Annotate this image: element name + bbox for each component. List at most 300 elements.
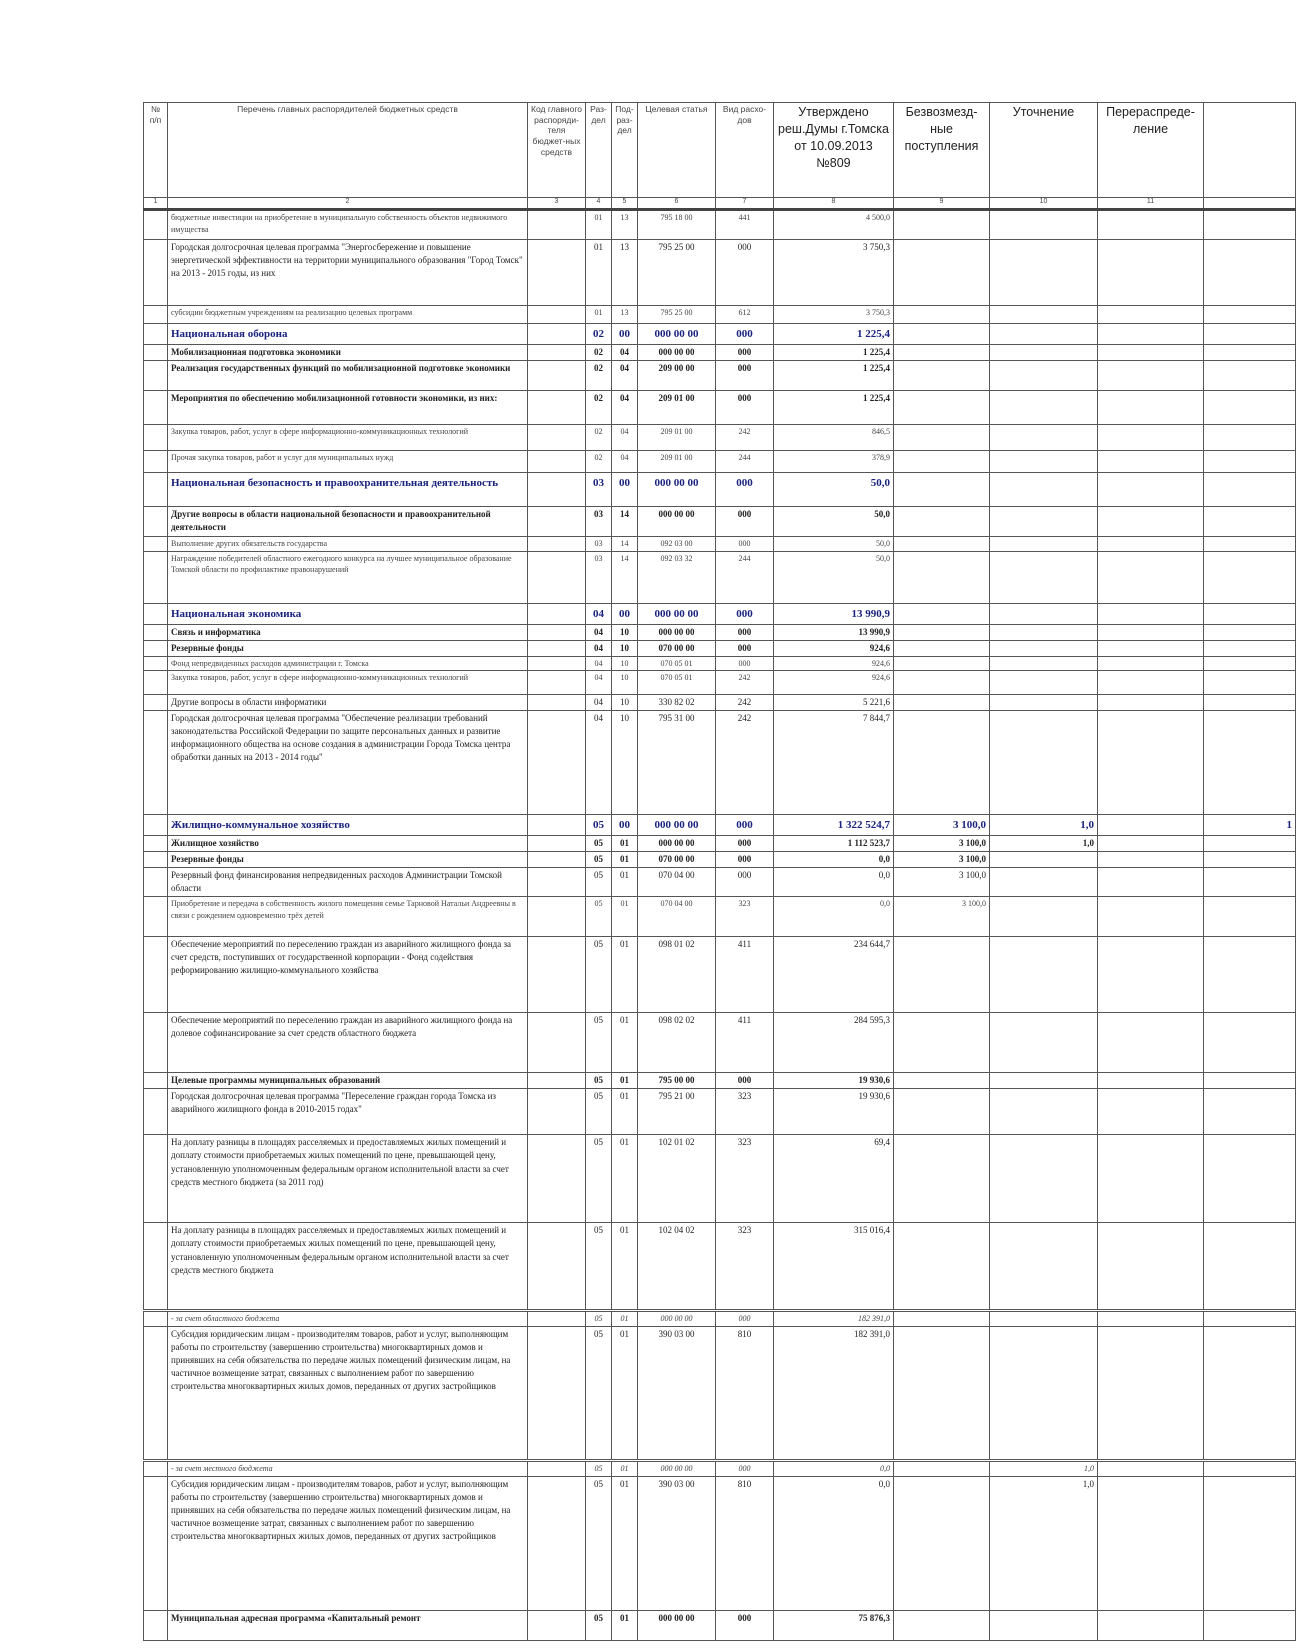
cell-vid: 000 xyxy=(716,1461,774,1477)
colnum-9: 9 xyxy=(894,198,990,210)
cell-name: Фонд непредвиденных расходов администрации г. Томска xyxy=(168,656,528,671)
cell-podrazdel: 04 xyxy=(612,344,638,360)
cell-num xyxy=(144,1610,168,1640)
cell-podrazdel: 00 xyxy=(612,603,638,624)
colnum-6: 6 xyxy=(638,198,716,210)
cell-podrazdel: 01 xyxy=(612,937,638,1013)
cell-extra xyxy=(1204,506,1296,536)
cell-approved: 3 750,3 xyxy=(774,240,894,306)
cell-extra xyxy=(1204,240,1296,306)
cell-vid: 000 xyxy=(716,324,774,345)
cell-grants xyxy=(894,360,990,390)
cell-num xyxy=(144,1135,168,1223)
cell-redistribution xyxy=(1098,344,1204,360)
cell-num xyxy=(144,390,168,424)
table-row xyxy=(144,937,1296,1013)
cell-clarification xyxy=(990,390,1098,424)
cell-vid: 000 xyxy=(716,624,774,640)
cell-extra xyxy=(1204,1135,1296,1223)
cell-extra xyxy=(1204,324,1296,345)
cell-grants xyxy=(894,1013,990,1073)
colnum-10: 10 xyxy=(990,198,1098,210)
cell-statya: 070 05 01 xyxy=(638,656,716,671)
cell-redistribution xyxy=(1098,1461,1204,1477)
colnum-1: 1 xyxy=(144,198,168,210)
cell-grants xyxy=(894,506,990,536)
cell-clarification xyxy=(990,210,1098,240)
cell-name: Выполнение других обязательств государства xyxy=(168,536,528,551)
cell-razdel: 05 xyxy=(586,1311,612,1327)
cell-razdel: 05 xyxy=(586,1013,612,1073)
cell-grants xyxy=(894,603,990,624)
cell-statya: 390 03 00 xyxy=(638,1476,716,1610)
cell-statya: 000 00 00 xyxy=(638,603,716,624)
cell-grants xyxy=(894,640,990,656)
cell-code xyxy=(528,1311,586,1327)
budget-rows xyxy=(144,210,1296,1641)
cell-approved: 1 322 524,7 xyxy=(774,815,894,836)
cell-grants xyxy=(894,937,990,1013)
cell-grants xyxy=(894,324,990,345)
cell-razdel: 03 xyxy=(586,551,612,603)
cell-extra xyxy=(1204,836,1296,852)
cell-approved: 1 112 523,7 xyxy=(774,836,894,852)
cell-approved: 19 930,6 xyxy=(774,1073,894,1089)
cell-clarification xyxy=(990,937,1098,1013)
cell-razdel: 04 xyxy=(586,603,612,624)
cell-num xyxy=(144,306,168,324)
cell-vid: 000 xyxy=(716,852,774,868)
cell-num xyxy=(144,711,168,815)
cell-code xyxy=(528,1013,586,1073)
cell-grants: 3 100,0 xyxy=(894,836,990,852)
cell-clarification xyxy=(990,897,1098,937)
cell-grants xyxy=(894,1223,990,1311)
cell-razdel: 05 xyxy=(586,897,612,937)
header-name: Перечень главных распорядителей бюджетных средств xyxy=(168,103,528,198)
cell-podrazdel: 13 xyxy=(612,240,638,306)
cell-redistribution xyxy=(1098,324,1204,345)
cell-podrazdel: 04 xyxy=(612,360,638,390)
cell-name: На доплату разницы в площадях расселяемых и предоставляемых жилых помещений и доплату стоимости приобретаемых жилых помещений по цене, превышающей цену, установленную уполномоченным федеральным органом исполнительной власти за счет средств местного бюджета (за 2011 год) xyxy=(168,1135,528,1223)
cell-approved: 1 225,4 xyxy=(774,390,894,424)
cell-num xyxy=(144,506,168,536)
cell-code xyxy=(528,240,586,306)
cell-podrazdel: 01 xyxy=(612,1476,638,1610)
cell-name: Городская долгосрочная целевая программа "Энергосбережение и повышение энергетической эффективности на территории муниципального образования "Город Томск" на 2013 - 2015 годы, из них xyxy=(168,240,528,306)
cell-razdel: 05 xyxy=(586,1089,612,1135)
cell-statya: 000 00 00 xyxy=(638,1461,716,1477)
cell-statya: 209 00 00 xyxy=(638,360,716,390)
cell-name: Другие вопросы в области информатики xyxy=(168,695,528,711)
cell-clarification xyxy=(990,306,1098,324)
cell-approved: 182 391,0 xyxy=(774,1311,894,1327)
cell-vid: 323 xyxy=(716,1089,774,1135)
table-row xyxy=(144,1013,1296,1073)
cell-code xyxy=(528,1476,586,1610)
cell-approved: 378,9 xyxy=(774,450,894,472)
cell-clarification xyxy=(990,1223,1098,1311)
cell-redistribution xyxy=(1098,1089,1204,1135)
cell-razdel: 05 xyxy=(586,1476,612,1610)
cell-redistribution xyxy=(1098,868,1204,897)
cell-razdel: 05 xyxy=(586,868,612,897)
cell-redistribution xyxy=(1098,1073,1204,1089)
cell-grants xyxy=(894,472,990,506)
cell-name: Резервный фонд финансирования непредвиденных расходов Администрации Томской области xyxy=(168,868,528,897)
cell-name: Приобретение и передача в собственность жилого помещения семье Тарновой Натальи Андреевны в связи с рождением одновременно трёх детей xyxy=(168,897,528,937)
cell-razdel: 03 xyxy=(586,472,612,506)
cell-num xyxy=(144,240,168,306)
table-row xyxy=(144,640,1296,656)
budget-sheet xyxy=(143,102,1292,1641)
cell-statya: 330 82 02 xyxy=(638,695,716,711)
cell-razdel: 05 xyxy=(586,815,612,836)
cell-name: Обеспечение мероприятий по переселению граждан из аварийного жилищного фонда за счет средств, поступивших от государственной корпорации - Фонд содействия реформированию жилищно-коммунального хозяйства xyxy=(168,937,528,1013)
cell-redistribution xyxy=(1098,897,1204,937)
cell-num xyxy=(144,624,168,640)
cell-redistribution xyxy=(1098,360,1204,390)
cell-redistribution xyxy=(1098,536,1204,551)
cell-podrazdel: 10 xyxy=(612,671,638,695)
cell-approved: 846,5 xyxy=(774,424,894,450)
cell-num xyxy=(144,424,168,450)
cell-extra xyxy=(1204,424,1296,450)
cell-clarification xyxy=(990,450,1098,472)
colnum-12 xyxy=(1204,198,1296,210)
cell-podrazdel: 01 xyxy=(612,1311,638,1327)
table-row xyxy=(144,344,1296,360)
cell-clarification xyxy=(990,506,1098,536)
cell-clarification xyxy=(990,656,1098,671)
cell-code xyxy=(528,472,586,506)
cell-approved: 0,0 xyxy=(774,852,894,868)
cell-clarification: 1,0 xyxy=(990,1476,1098,1610)
cell-code xyxy=(528,210,586,240)
cell-code xyxy=(528,1223,586,1311)
cell-code xyxy=(528,390,586,424)
cell-approved: 50,0 xyxy=(774,472,894,506)
cell-razdel: 02 xyxy=(586,360,612,390)
cell-approved: 0,0 xyxy=(774,1476,894,1610)
cell-grants xyxy=(894,671,990,695)
cell-name: - за счет областного бюджета xyxy=(168,1311,528,1327)
table-row xyxy=(144,210,1296,240)
cell-code xyxy=(528,306,586,324)
cell-num xyxy=(144,1461,168,1477)
cell-clarification xyxy=(990,240,1098,306)
cell-code xyxy=(528,711,586,815)
cell-statya: 098 01 02 xyxy=(638,937,716,1013)
cell-podrazdel: 13 xyxy=(612,306,638,324)
cell-code xyxy=(528,1089,586,1135)
cell-redistribution xyxy=(1098,711,1204,815)
cell-num xyxy=(144,1073,168,1089)
cell-extra xyxy=(1204,1223,1296,1311)
cell-grants xyxy=(894,1610,990,1640)
cell-clarification xyxy=(990,671,1098,695)
cell-vid: 242 xyxy=(716,671,774,695)
cell-podrazdel: 01 xyxy=(612,836,638,852)
header-row xyxy=(144,103,1296,198)
cell-clarification xyxy=(990,424,1098,450)
cell-grants xyxy=(894,344,990,360)
colnum-5: 5 xyxy=(612,198,638,210)
cell-grants xyxy=(894,210,990,240)
cell-clarification xyxy=(990,852,1098,868)
cell-approved: 50,0 xyxy=(774,506,894,536)
table-row xyxy=(144,1476,1296,1610)
cell-approved: 182 391,0 xyxy=(774,1327,894,1461)
cell-num xyxy=(144,551,168,603)
cell-name: Субсидия юридическим лицам - производителям товаров, работ и услуг, выполняющим работы по строительству (завершению строительства) многоквартирных домов и принявших на себя обязательства по передаче жилых помещений физическим лицам, на частичное возмещение затрат, связанных с выполнением работ по завершению строительства многоквартирных жилых домов, переданных от других застройщиков xyxy=(168,1476,528,1610)
cell-approved: 924,6 xyxy=(774,640,894,656)
cell-podrazdel: 01 xyxy=(612,852,638,868)
header-code: Код главного распоряди-теля бюджет-ных средств xyxy=(528,103,586,198)
cell-code xyxy=(528,815,586,836)
cell-extra xyxy=(1204,897,1296,937)
table-row xyxy=(144,306,1296,324)
cell-name: Жилищно-коммунальное хозяйство xyxy=(168,815,528,836)
cell-grants xyxy=(894,1327,990,1461)
cell-podrazdel: 10 xyxy=(612,640,638,656)
cell-vid: 244 xyxy=(716,551,774,603)
cell-code xyxy=(528,937,586,1013)
cell-redistribution xyxy=(1098,1610,1204,1640)
cell-vid: 000 xyxy=(716,1073,774,1089)
cell-name: Связь и информатика xyxy=(168,624,528,640)
cell-extra xyxy=(1204,1461,1296,1477)
cell-name: Городская долгосрочная целевая программа "Обеспечение реализации требований законодательства Российской Федерации по защите персональных данных и развитие информационного общества на основе создания в администрации Города Томска центра обработки данных на 2013 - 2014 годы" xyxy=(168,711,528,815)
cell-redistribution xyxy=(1098,852,1204,868)
cell-vid: 810 xyxy=(716,1476,774,1610)
cell-approved: 50,0 xyxy=(774,551,894,603)
cell-approved: 13 990,9 xyxy=(774,624,894,640)
cell-redistribution xyxy=(1098,306,1204,324)
cell-statya: 092 03 00 xyxy=(638,536,716,551)
cell-clarification xyxy=(990,324,1098,345)
cell-statya: 795 31 00 xyxy=(638,711,716,815)
cell-extra xyxy=(1204,1013,1296,1073)
cell-code xyxy=(528,852,586,868)
cell-redistribution xyxy=(1098,815,1204,836)
cell-grants xyxy=(894,1476,990,1610)
cell-approved: 924,6 xyxy=(774,671,894,695)
cell-statya: 070 00 00 xyxy=(638,640,716,656)
cell-podrazdel: 10 xyxy=(612,711,638,815)
cell-podrazdel: 13 xyxy=(612,210,638,240)
cell-grants: 3 100,0 xyxy=(894,897,990,937)
cell-clarification xyxy=(990,603,1098,624)
cell-vid: 000 xyxy=(716,868,774,897)
cell-approved: 13 990,9 xyxy=(774,603,894,624)
header-extra xyxy=(1204,103,1296,198)
cell-grants: 3 100,0 xyxy=(894,815,990,836)
table-row xyxy=(144,324,1296,345)
cell-clarification: 1,0 xyxy=(990,815,1098,836)
cell-clarification xyxy=(990,1610,1098,1640)
cell-razdel: 02 xyxy=(586,324,612,345)
colnum-2: 2 xyxy=(168,198,528,210)
cell-statya: 795 25 00 xyxy=(638,240,716,306)
cell-code xyxy=(528,836,586,852)
cell-code xyxy=(528,344,586,360)
cell-extra xyxy=(1204,671,1296,695)
cell-name: Резервные фонды xyxy=(168,640,528,656)
cell-razdel: 05 xyxy=(586,836,612,852)
colnum-11: 11 xyxy=(1098,198,1204,210)
cell-statya: 102 04 02 xyxy=(638,1223,716,1311)
cell-code xyxy=(528,506,586,536)
cell-podrazdel: 00 xyxy=(612,472,638,506)
table-row xyxy=(144,1073,1296,1089)
cell-clarification xyxy=(990,711,1098,815)
cell-clarification: 1,0 xyxy=(990,1461,1098,1477)
cell-statya: 000 00 00 xyxy=(638,324,716,345)
cell-name: Мобилизационная подготовка экономики xyxy=(168,344,528,360)
cell-approved: 7 844,7 xyxy=(774,711,894,815)
cell-razdel: 02 xyxy=(586,424,612,450)
cell-statya: 070 00 00 xyxy=(638,852,716,868)
cell-vid: 242 xyxy=(716,695,774,711)
cell-name: Другие вопросы в области национальной безопасности и правоохранительной деятельности xyxy=(168,506,528,536)
cell-grants xyxy=(894,1311,990,1327)
cell-grants xyxy=(894,695,990,711)
table-row xyxy=(144,603,1296,624)
cell-statya: 000 00 00 xyxy=(638,624,716,640)
cell-extra xyxy=(1204,624,1296,640)
cell-extra xyxy=(1204,1476,1296,1610)
cell-statya: 000 00 00 xyxy=(638,1311,716,1327)
cell-clarification: 1,0 xyxy=(990,836,1098,852)
cell-extra xyxy=(1204,1089,1296,1135)
cell-num xyxy=(144,1311,168,1327)
cell-statya: 000 00 00 xyxy=(638,1610,716,1640)
cell-podrazdel: 14 xyxy=(612,536,638,551)
cell-podrazdel: 10 xyxy=(612,656,638,671)
cell-extra xyxy=(1204,344,1296,360)
cell-approved: 3 750,3 xyxy=(774,306,894,324)
cell-podrazdel: 00 xyxy=(612,815,638,836)
cell-code xyxy=(528,671,586,695)
cell-statya: 209 01 00 xyxy=(638,390,716,424)
cell-approved: 5 221,6 xyxy=(774,695,894,711)
cell-grants xyxy=(894,1089,990,1135)
table-row xyxy=(144,360,1296,390)
cell-razdel: 05 xyxy=(586,1461,612,1477)
table-row xyxy=(144,1610,1296,1640)
cell-extra xyxy=(1204,695,1296,711)
cell-redistribution xyxy=(1098,424,1204,450)
cell-statya: 000 00 00 xyxy=(638,506,716,536)
cell-razdel: 05 xyxy=(586,1327,612,1461)
cell-statya: 000 00 00 xyxy=(638,472,716,506)
cell-razdel: 05 xyxy=(586,1135,612,1223)
cell-num xyxy=(144,360,168,390)
cell-num xyxy=(144,603,168,624)
cell-redistribution xyxy=(1098,640,1204,656)
table-row xyxy=(144,240,1296,306)
cell-approved: 0,0 xyxy=(774,1461,894,1477)
cell-statya: 795 00 00 xyxy=(638,1073,716,1089)
cell-razdel: 04 xyxy=(586,671,612,695)
cell-podrazdel: 14 xyxy=(612,506,638,536)
table-row xyxy=(144,624,1296,640)
cell-redistribution xyxy=(1098,1311,1204,1327)
cell-statya: 795 25 00 xyxy=(638,306,716,324)
cell-name: бюджетные инвестиции на приобретение в муниципальную собственность объектов недвижимого имущества xyxy=(168,210,528,240)
cell-grants xyxy=(894,1073,990,1089)
cell-code xyxy=(528,1327,586,1461)
cell-name: Обеспечение мероприятий по переселению граждан из аварийного жилищного фонда на долевое софинансирование за счет средств областного бюджета xyxy=(168,1013,528,1073)
cell-code xyxy=(528,536,586,551)
cell-approved: 284 595,3 xyxy=(774,1013,894,1073)
cell-vid: 323 xyxy=(716,1223,774,1311)
cell-podrazdel: 01 xyxy=(612,1327,638,1461)
table-row xyxy=(144,671,1296,695)
cell-grants xyxy=(894,240,990,306)
table-row xyxy=(144,656,1296,671)
cell-extra xyxy=(1204,551,1296,603)
table-row xyxy=(144,390,1296,424)
cell-extra xyxy=(1204,306,1296,324)
cell-clarification xyxy=(990,640,1098,656)
cell-grants xyxy=(894,424,990,450)
cell-code xyxy=(528,360,586,390)
cell-statya: 795 21 00 xyxy=(638,1089,716,1135)
cell-approved: 234 644,7 xyxy=(774,937,894,1013)
cell-redistribution xyxy=(1098,695,1204,711)
cell-approved: 1 225,4 xyxy=(774,360,894,390)
cell-code xyxy=(528,324,586,345)
cell-approved: 19 930,6 xyxy=(774,1089,894,1135)
cell-code xyxy=(528,1461,586,1477)
cell-clarification xyxy=(990,868,1098,897)
cell-podrazdel: 01 xyxy=(612,868,638,897)
cell-podrazdel: 04 xyxy=(612,424,638,450)
budget-table xyxy=(143,102,1296,1641)
cell-redistribution xyxy=(1098,1327,1204,1461)
cell-vid: 000 xyxy=(716,536,774,551)
cell-code xyxy=(528,624,586,640)
table-row xyxy=(144,868,1296,897)
cell-extra xyxy=(1204,852,1296,868)
table-row xyxy=(144,711,1296,815)
cell-statya: 070 05 01 xyxy=(638,671,716,695)
header-redistribution: Перераспреде-ление xyxy=(1098,103,1204,198)
cell-vid: 000 xyxy=(716,1610,774,1640)
cell-razdel: 02 xyxy=(586,344,612,360)
cell-name: Национальная экономика xyxy=(168,603,528,624)
cell-num xyxy=(144,344,168,360)
table-row xyxy=(144,536,1296,551)
cell-statya: 092 03 32 xyxy=(638,551,716,603)
cell-num xyxy=(144,640,168,656)
cell-vid: 441 xyxy=(716,210,774,240)
cell-name: Мероприятия по обеспечению мобилизационной готовности экономики, из них: xyxy=(168,390,528,424)
cell-clarification xyxy=(990,1327,1098,1461)
cell-razdel: 04 xyxy=(586,656,612,671)
table-row xyxy=(144,695,1296,711)
cell-extra xyxy=(1204,1610,1296,1640)
cell-grants xyxy=(894,551,990,603)
cell-razdel: 01 xyxy=(586,240,612,306)
cell-extra xyxy=(1204,656,1296,671)
cell-num xyxy=(144,1223,168,1311)
cell-razdel: 05 xyxy=(586,1610,612,1640)
cell-name: Реализация государственных функций по мобилизационной подготовке экономики xyxy=(168,360,528,390)
cell-extra xyxy=(1204,210,1296,240)
